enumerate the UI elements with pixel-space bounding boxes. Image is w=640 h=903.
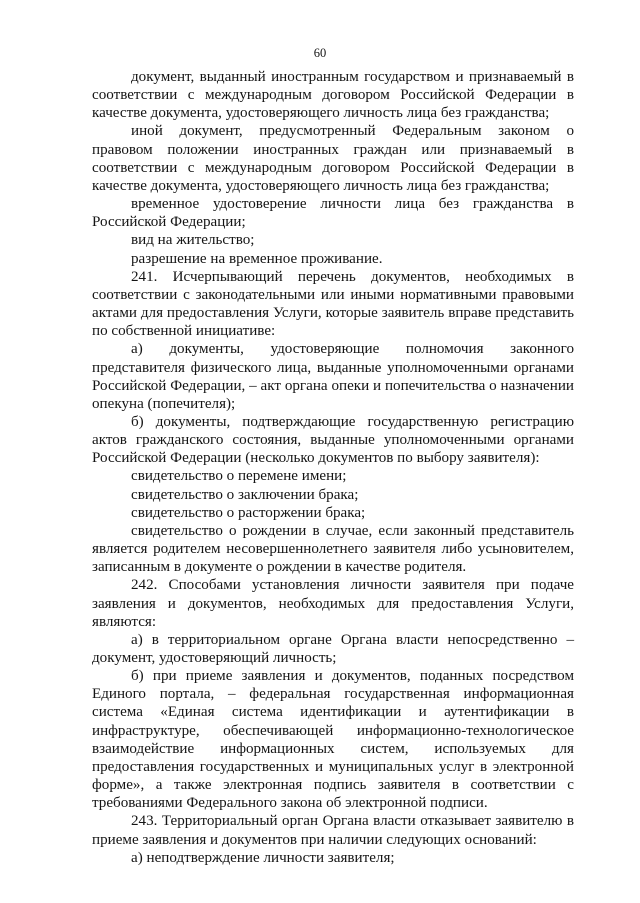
- paragraph: временное удостоверение личности лица без гражданства в Российской Федерации;: [92, 196, 574, 231]
- body-text: [92, 68, 574, 867]
- paragraph: 243. Территориальный орган Органа власти отказывает заявителю в приеме заявления и документов при наличии следующих оснований:: [92, 813, 574, 848]
- paragraph: свидетельство о перемене имени;: [131, 468, 347, 485]
- paragraph: а) в территориальном органе Органа власти непосредственно – документ, удостоверяющий личность;: [92, 631, 574, 666]
- page-number: 60: [313, 46, 327, 60]
- paragraph: 242. Способами установления личности заявителя при подаче заявления и документов, необходимых для предоставления Услуги, являются:: [92, 577, 574, 630]
- paragraph: а) неподтверждение личности заявителя;: [131, 849, 395, 866]
- paragraph: 241. Исчерпывающий перечень документов, необходимых в соответствии с законодательными или иными нормативными правовыми актами для предоставления Услуги, которые заявитель вправе представить по собственной инициативе:: [92, 268, 574, 340]
- paragraph: а) документы, удостоверяющие полномочия законного представителя физического лица, выданные уполномоченными органами Российской Федерации, – акт органа опеки и попечительства о назначении опекуна (попечителя);: [92, 341, 574, 412]
- paragraph: б) при приеме заявления и документов, поданных посредством Единого портала, – федеральная государственная информационная система «Единая система идентификации и аутентификации в инфраструктуре, обеспечивающей информационно-технологическое взаимодействие информационных систем, используемых для предоставления государственных и муниципальных услуг в электронной форме», а также электронная подпись заявителя в соответствии с требованиями Федерального закона об электронной подписи.: [92, 668, 574, 812]
- paragraph: документ, выданный иностранным государством и признаваемый в соответствии с международным договором Российской Федерации в качестве документа, удостоверяющего личность лица без гражданства;: [92, 69, 574, 122]
- paragraph: вид на жительство;: [131, 232, 255, 249]
- paragraph: свидетельство о рождении в случае, если законный представитель является родителем несовершеннолетнего заявителя либо усыновителем, записанным в документе о рождении в качестве родителя.: [92, 522, 574, 576]
- paragraph: б) документы, подтверждающие государственную регистрацию актов гражданского состояния, выданные уполномоченными органами Российской Федерации (несколько документов по выбору заявителя):: [92, 413, 574, 467]
- paragraph: разрешение на временное проживание.: [131, 250, 383, 267]
- paragraph: свидетельство о расторжении брака;: [131, 504, 366, 521]
- paragraph: свидетельство о заключении брака;: [131, 486, 359, 503]
- paragraph: иной документ, предусмотренный Федеральным законом о правовом положении иностранных граждан или признаваемый в соответствии с международным договором Российской Федерации в качестве документа, удостоверяющего личность лица без гражданства;: [92, 123, 574, 194]
